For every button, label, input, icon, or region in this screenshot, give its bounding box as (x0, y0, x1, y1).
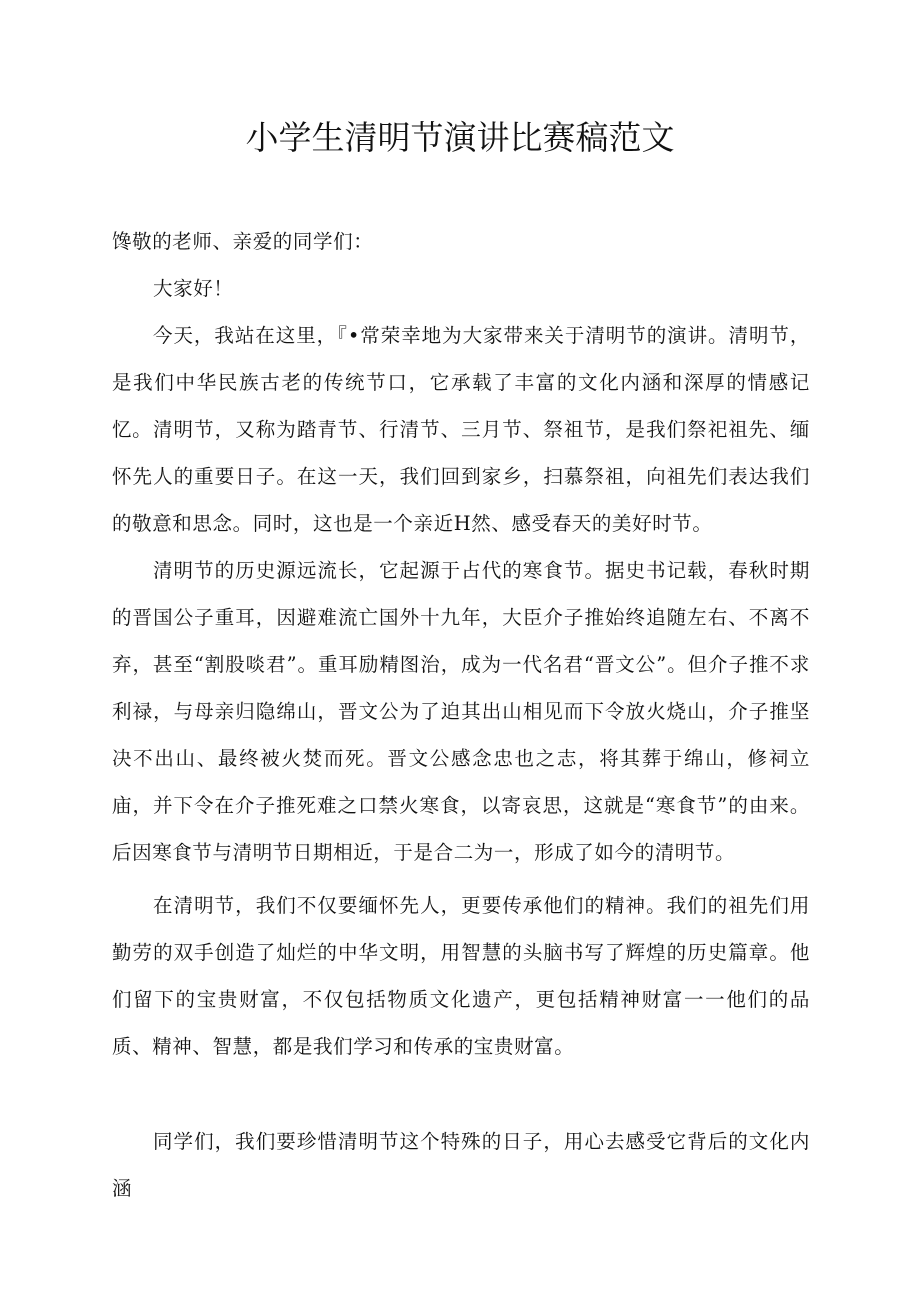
paragraph-intro: 今天，我站在这里，『•常荣幸地为大家带来关于清明节的演讲。清明节，是我们中华民族古老的传统节口，它承载了丰富的文化内涵和深厚的情感记忆。 (112, 324, 810, 441)
paragraph-festival-names: 清明节，又称为踏青节、行清节、三月节、祭祖节，是我们祭祀祖先、缅怀先人的重要日子。在这一天，我们回到家乡，扫慕祭祖，向祖先们表达我们的敬意和思念。同时，这也是一个亲近H然、感受春天的美好时节。 (112, 418, 810, 535)
greeting: 大家好！ (153, 277, 234, 300)
paragraph-history: 清明节的历史源远流长，它起源于占代的寒食节。据史书记载，春秋时期的晋国公子重耳，因避难流亡国外十九年，大臣介子推始终追随左右、不离不弃，甚至“割股啖君”。重耳励精图治，成为一代名君“晋文公”。但介子推不求利禄，与母亲归隐绵山，晋文公为了迫其出山相见而下令放火烧山，介子推坚决不出山、最终被火焚而死。晋文公感念忠也之志，将其葬于绵山，修祠立庙，并下令在介子推死难之口禁火寒食，以寄哀思，这就是“寒食节”的由来。后因寒食节与清明节日期相近，于是合二为一，形成了如今的清明节。 (112, 559, 810, 864)
document-title: 小学生清明节演讲比赛稿范文 (245, 118, 675, 157)
salutation: 馋敬的老师、亲爱的同学们： (112, 230, 374, 253)
paragraph-inheritance: 在清明节，我们不仅要缅怀先人，更要传承他们的精神。我们的祖先们用勤劳的双手创造了灿烂的中华文明，用智慧的头脑书写了辉煌的历史篇章。他们留下的宝贵财富，不仅包括物质文化遗产，更包括精神财富一一他们的品质、精神、智慧，都是我们学习和传承的宝贵财富。 (112, 894, 810, 1058)
paragraph-cherish: 同学们，我们要珍惜清明节这个特殊的日子，用心去感受它背后的文化内涵 (112, 1130, 810, 1200)
